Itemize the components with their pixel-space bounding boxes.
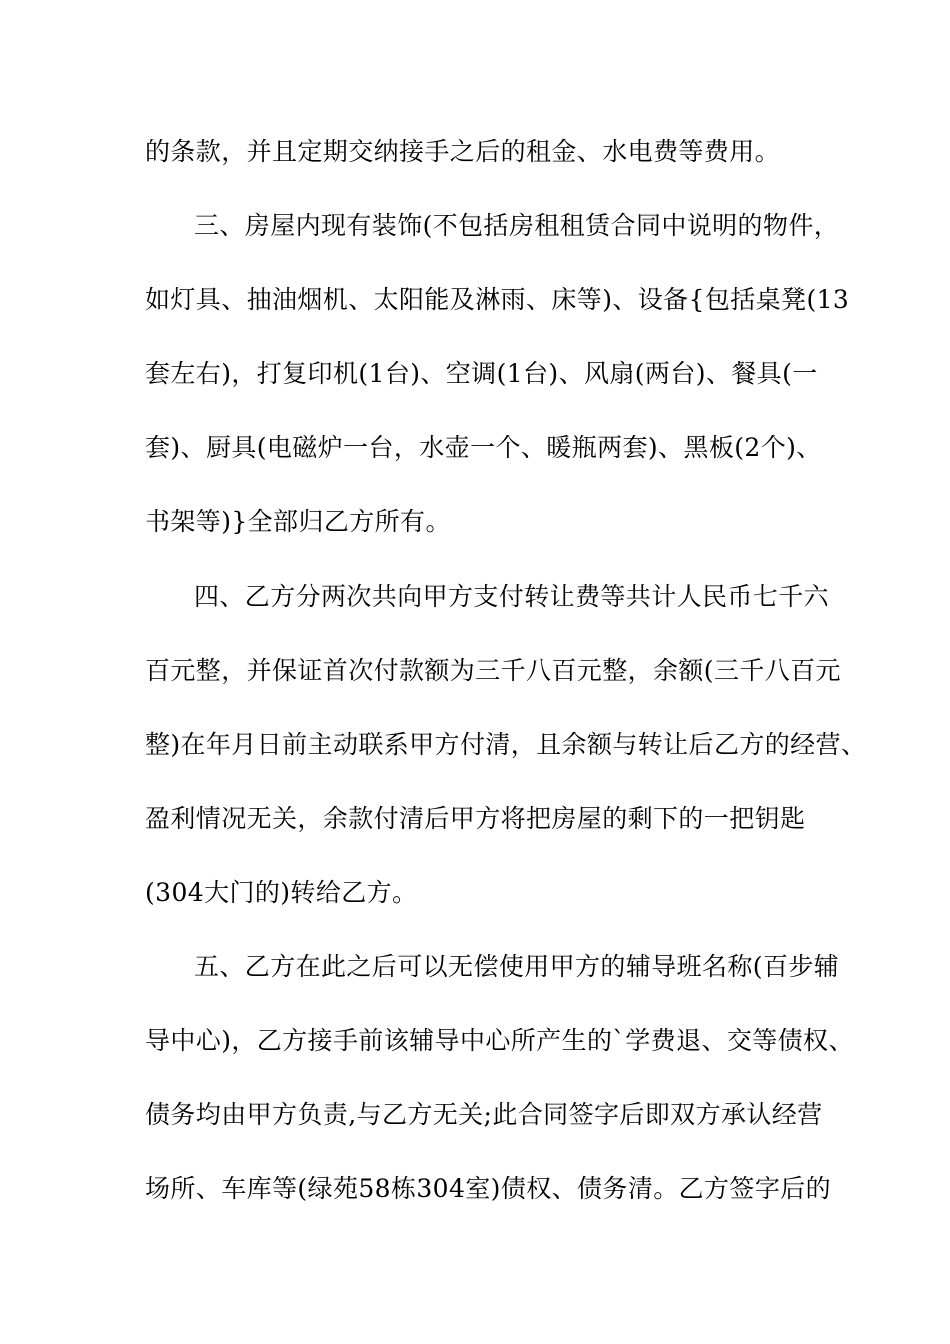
- clause-4-heading-line: 四、乙方分两次共向甲方支付转让费等共计人民币七千六: [194, 582, 830, 611]
- text-line: 债务均由甲方负责,与乙方无关;此合同签字后即双方承认经营: [145, 1100, 823, 1129]
- text-line: (304大门的)转给乙方。: [145, 878, 418, 907]
- text-line: 的条款，并且定期交纳接手之后的租金、水电费等费用。: [145, 137, 781, 166]
- text-line: 盈利情况无关，余款付清后甲方将把房屋的剩下的一把钥匙: [145, 804, 806, 833]
- text-line: 场所、车库等(绿苑58栋304室)债权、债务清。乙方签字后的: [145, 1174, 832, 1203]
- text-line: 整)在年月日前主动联系甲方付清，且余额与转让后乙方的经营、: [145, 730, 867, 759]
- text-line: 导中心)，乙方接手前该辅导中心所产生的`学费退、交等债权、: [145, 1026, 854, 1055]
- text-line: 套)、厨具(电磁炉一台，水壶一个、暖瓶两套)、黑板(2个)、: [145, 433, 822, 462]
- clause-3-heading-line: 三、房屋内现有装饰(不包括房租租赁合同中说明的物件，: [194, 211, 840, 240]
- text-line: 套左右)，打复印机(1台)、空调(1台)、风扇(两台)、餐具(一: [145, 359, 818, 388]
- text-line: 书架等)}全部归乙方所有。: [145, 507, 451, 536]
- clause-5-heading-line: 五、乙方在此之后可以无偿使用甲方的辅导班名称(百步辅: [194, 952, 840, 981]
- text-line: 百元整，并保证首次付款额为三千八百元整，余额(三千八百元: [145, 656, 841, 685]
- text-line: 如灯具、抽油烟机、太阳能及淋雨、床等)、设备{包括桌凳(13: [145, 285, 850, 314]
